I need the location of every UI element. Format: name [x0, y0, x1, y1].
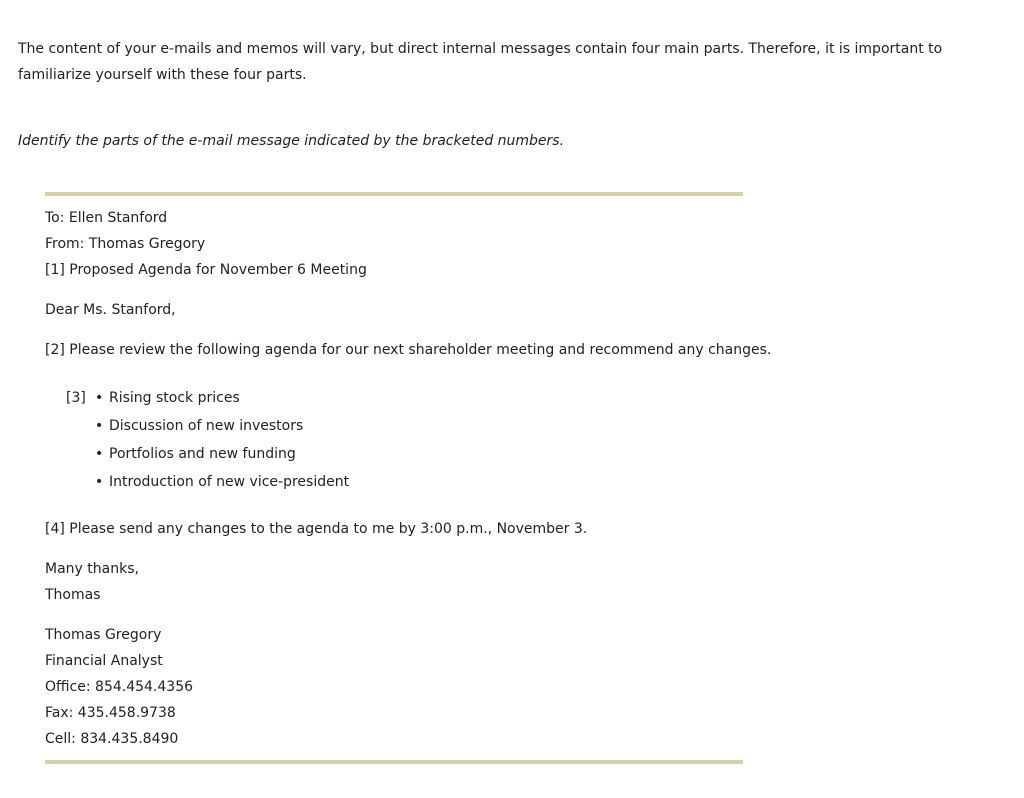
list-item — [66, 441, 296, 467]
list-item — [66, 469, 349, 495]
email-opening: [2] Please review the following agenda for our next shareholder meeting and recommend any changes. — [45, 342, 772, 358]
list-item-label: Rising stock prices — [109, 390, 240, 406]
list-marker: [3] — [66, 390, 86, 406]
intro-paragraph: The content of your e-mails and memos will vary, but direct internal messages contain four main parts. Therefore, it is important to familiarize yourself with these four parts. — [18, 41, 943, 83]
email-subject-line: [1] Proposed Agenda for November 6 Meeting — [45, 262, 367, 278]
list-item-label: Introduction of new vice-president — [109, 474, 350, 490]
bottom-divider — [45, 760, 743, 764]
list-item-label: Discussion of new investors — [109, 418, 304, 434]
bullet-icon: • — [95, 418, 104, 434]
bullet-icon: • — [95, 390, 104, 406]
email-signoff: Many thanks, — [45, 561, 139, 577]
instruction-text: Identify the parts of the e-mail message indicated by the bracketed numbers. — [18, 133, 565, 149]
email-from-line: From: Thomas Gregory — [45, 236, 206, 252]
signature-cell-phone: Cell: 834.435.8490 — [45, 731, 179, 747]
bullet-icon: • — [95, 446, 104, 462]
list-item-label: Portfolios and new funding — [109, 446, 296, 462]
list-item — [66, 385, 240, 411]
top-divider — [45, 192, 743, 196]
list-item — [66, 413, 303, 439]
email-salutation: Dear Ms. Stanford, — [45, 302, 176, 318]
signature-title: Financial Analyst — [45, 653, 163, 669]
signature-name: Thomas Gregory — [45, 627, 162, 643]
bullet-icon: • — [95, 474, 104, 490]
email-sender-first-name: Thomas — [45, 587, 101, 603]
email-closing: [4] Please send any changes to the agenda to me by 3:00 p.m., November 3. — [45, 521, 588, 537]
signature-office-phone: Office: 854.454.4356 — [45, 679, 194, 695]
email-to-line: To: Ellen Stanford — [45, 210, 168, 226]
signature-fax: Fax: 435.458.9738 — [45, 705, 176, 721]
